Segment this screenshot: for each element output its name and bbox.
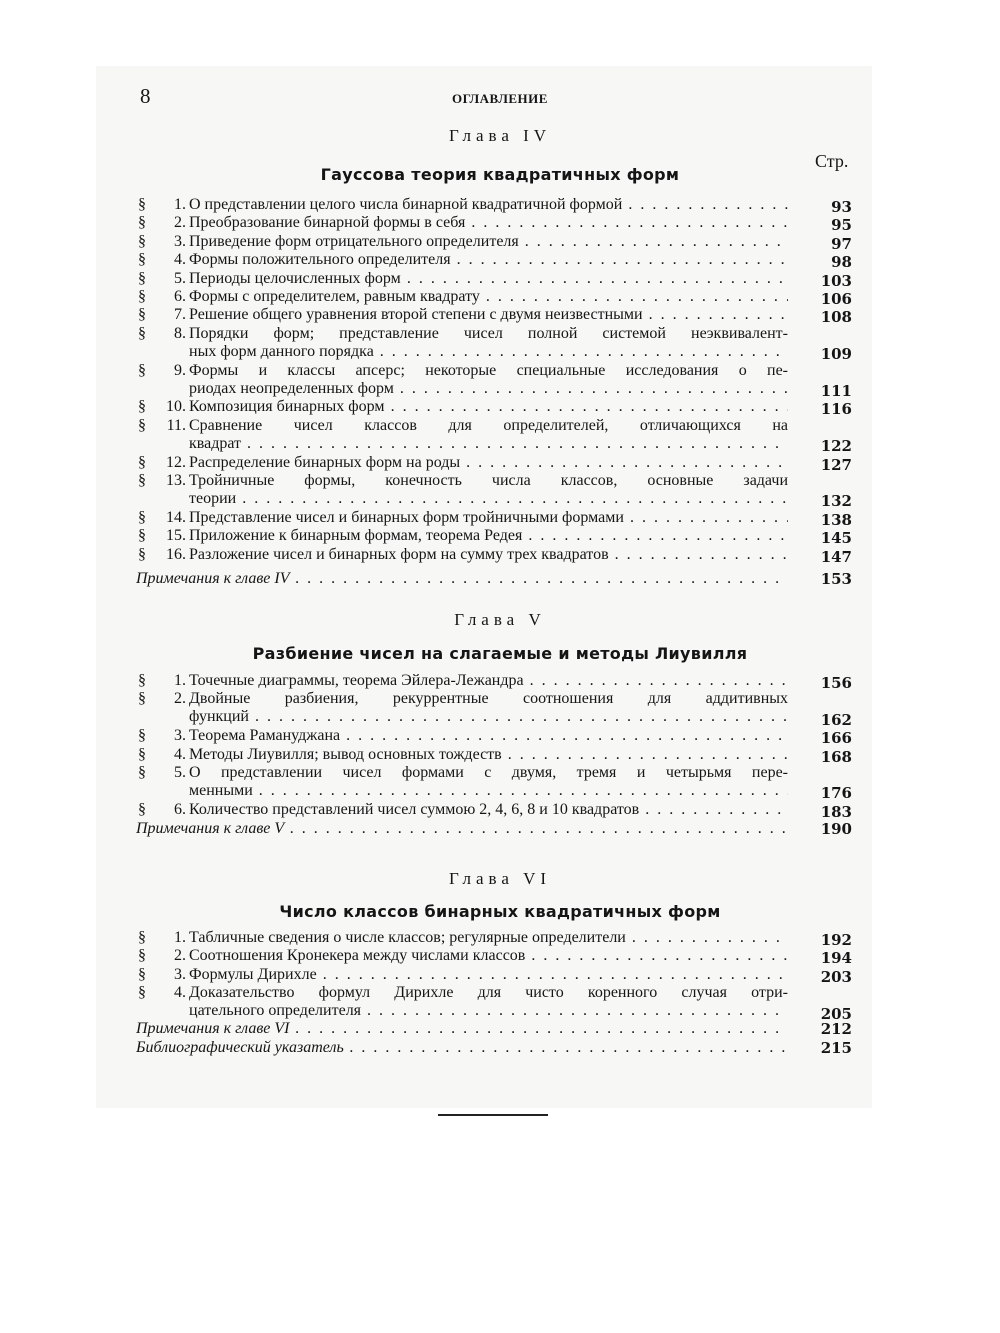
entry-title-line: Разложение чисел и бинарных форм на сумму трех квадратов . . . xyxy=(189,546,788,564)
entry-number: 2. xyxy=(174,214,186,232)
entry-title-line: О представлении чисел формами с двумя, тремя и четырьмя пере- xyxy=(189,764,788,781)
toc-entry[interactable] xyxy=(136,270,852,288)
entry-number: 2. xyxy=(174,690,186,708)
entry-page: 138 xyxy=(820,510,852,529)
entry-title-line: риодах неопределенных форм . . . xyxy=(189,380,788,398)
entry-page: 127 xyxy=(820,455,852,474)
entry-number: 15. xyxy=(166,527,186,545)
entry-title-line: Приведение форм отрицательного определителя . . . xyxy=(189,233,788,251)
entry-title-line: Порядки форм; представление чисел полной системой неэквивалент- xyxy=(189,324,788,342)
entry-title-line: Табличные сведения о числе классов; регулярные определители . . . xyxy=(189,929,788,947)
entry-title-line: менными . . . xyxy=(189,782,788,800)
entry-number: 16. xyxy=(166,545,186,563)
entry-page: 132 xyxy=(820,492,852,511)
running-title: ОГЛАВЛЕНИЕ xyxy=(452,91,548,106)
entry-title-line: Соотношения Кронекера между числами классов . . . xyxy=(189,947,788,965)
entry-page: 145 xyxy=(820,529,852,548)
entry-page: 168 xyxy=(820,747,852,766)
entry-page: 203 xyxy=(820,967,852,986)
entry-page: 192 xyxy=(820,931,852,949)
toc-entry[interactable] xyxy=(136,672,852,690)
chapter-title: Число классов бинарных квадратичных форм xyxy=(279,902,721,921)
section-sign: § xyxy=(138,324,146,342)
notes-title: Примечания к главе VI . . . xyxy=(136,1020,788,1038)
entry-page: 111 xyxy=(820,381,852,400)
notes-page: 212 xyxy=(820,1020,852,1038)
section-sign: § xyxy=(138,929,146,946)
section-sign: § xyxy=(138,251,146,269)
toc-entry[interactable] xyxy=(136,947,852,968)
entry-title-line: теории . . . xyxy=(189,490,788,508)
toc-entry[interactable] xyxy=(136,509,852,527)
entry-number: 14. xyxy=(166,508,186,526)
entry-page: 95 xyxy=(831,216,852,235)
bibliography-title: Библиографический указатель . . . xyxy=(136,1039,788,1057)
section-sign: § xyxy=(138,947,146,965)
chapter-title: Разбиение чисел на слагаемые и методы Лиувилля xyxy=(252,644,748,663)
entry-title-line: Преобразование бинарной формы в себя . . . xyxy=(189,214,788,232)
section-sign: § xyxy=(138,745,146,763)
entry-number: 1. xyxy=(174,196,186,213)
entry-number: 12. xyxy=(166,453,186,471)
chapter-title: Гауссова теория квадратичных форм xyxy=(320,165,680,184)
section-sign: § xyxy=(138,727,146,745)
bibliography-page: 215 xyxy=(820,1039,852,1057)
entry-page: 93 xyxy=(831,198,852,216)
entry-page: 205 xyxy=(820,1004,852,1023)
entry-number: 6. xyxy=(174,800,186,818)
entry-title-line: Формы и классы апсерс; некоторые специальные исследования о пе- xyxy=(189,361,788,379)
toc-entry[interactable] xyxy=(136,764,852,801)
toc-entry[interactable] xyxy=(136,546,852,564)
entry-number: 8. xyxy=(174,324,186,342)
entry-title-line: Композиция бинарных форм . . . xyxy=(189,398,788,416)
toc-entry[interactable] xyxy=(136,966,852,984)
toc-entry[interactable] xyxy=(136,196,852,214)
entry-number: 11. xyxy=(166,416,186,434)
notes-title: Примечания к главе IV . . . xyxy=(136,570,788,588)
entry-number: 7. xyxy=(174,306,186,324)
toc-entry[interactable] xyxy=(136,690,852,727)
section-sign: § xyxy=(138,690,146,708)
entry-page: 98 xyxy=(831,253,852,272)
section-sign: § xyxy=(138,545,146,563)
section-sign: § xyxy=(138,965,146,983)
section-sign: § xyxy=(138,984,146,1002)
section-sign: § xyxy=(138,527,146,545)
entry-title-line: ных форм данного порядка . . . xyxy=(189,343,788,361)
section-sign: § xyxy=(138,800,146,818)
entry-number: 5. xyxy=(174,764,186,781)
section-sign: § xyxy=(138,508,146,526)
section-sign: § xyxy=(138,306,146,324)
toc-entry[interactable] xyxy=(136,454,852,472)
notes-page: 153 xyxy=(820,570,852,588)
entry-title-line: Методы Лиувилля; вывод основных тождеств . . . xyxy=(189,746,788,764)
entry-page: 194 xyxy=(820,949,852,968)
toc-entry[interactable] xyxy=(136,288,852,306)
entry-number: 6. xyxy=(174,288,186,305)
entry-title-line: цательного определителя . . . xyxy=(189,1002,788,1020)
section-sign: § xyxy=(138,672,146,689)
chapter-label: Глава VI xyxy=(448,869,552,888)
entry-number: 5. xyxy=(174,269,186,287)
notes-title: Примечания к главе V . . . xyxy=(136,820,788,838)
entry-page: 183 xyxy=(820,802,852,821)
entry-number: 3. xyxy=(174,965,186,983)
section-sign: § xyxy=(138,288,146,305)
toc-entry[interactable] xyxy=(136,214,852,235)
entry-page: 108 xyxy=(820,308,852,327)
section-sign: § xyxy=(138,398,146,416)
entry-title-line: квадрат . . . xyxy=(189,435,788,453)
entry-title-line: Формы положительного определителя . . . xyxy=(189,251,788,269)
entry-number: 10. xyxy=(166,398,186,416)
entry-number: 3. xyxy=(174,232,186,250)
toc-entry[interactable] xyxy=(136,929,852,947)
toc-entry[interactable] xyxy=(136,362,852,399)
toc-entry[interactable] xyxy=(136,984,852,1021)
entry-page: 147 xyxy=(820,547,852,566)
toc-entry[interactable] xyxy=(136,727,852,748)
entry-page: 156 xyxy=(820,674,852,692)
section-sign: § xyxy=(138,232,146,250)
notes-page: 190 xyxy=(820,820,852,838)
entry-page: 106 xyxy=(820,290,852,308)
chapter-label: Глава IV xyxy=(448,126,552,145)
toc-entry[interactable] xyxy=(136,398,852,419)
entry-title-line: функций . . . xyxy=(189,708,788,726)
section-sign: § xyxy=(138,453,146,471)
entry-number: 9. xyxy=(174,361,186,379)
page-column-label: Стр. xyxy=(815,151,849,171)
toc-entry[interactable] xyxy=(136,306,852,327)
entry-page: 176 xyxy=(820,784,852,803)
entry-title-line: Распределение бинарных форм на роды . . . xyxy=(189,454,788,472)
toc-entry[interactable] xyxy=(136,801,852,819)
page-number: 8 xyxy=(140,84,151,108)
entry-page: 97 xyxy=(831,234,852,253)
entry-title-line: Теорема Рамануджана . . . xyxy=(189,727,788,745)
entry-title-line: Количество представлений чисел суммою 2, 4, 6, 8 и 10 квадратов . . . xyxy=(189,801,788,819)
section-sign: § xyxy=(138,764,146,781)
section-sign: § xyxy=(138,214,146,232)
closing-rule xyxy=(438,1114,548,1116)
toc-entry[interactable] xyxy=(136,251,852,272)
toc-entry[interactable] xyxy=(136,527,852,548)
entry-number: 1. xyxy=(174,929,186,946)
entry-number: 4. xyxy=(174,745,186,763)
entry-number: 2. xyxy=(174,947,186,965)
entry-number: 3. xyxy=(174,727,186,745)
entry-title-line: Сравнение чисел классов для определителей, отличающихся на xyxy=(189,416,788,434)
toc-entry[interactable] xyxy=(136,417,852,454)
toc-entry[interactable] xyxy=(136,746,852,764)
entry-title-line: Формулы Дирихле . . . xyxy=(189,966,788,984)
entry-number: 4. xyxy=(174,984,186,1002)
entry-title-line: Двойные разбиения, рекуррентные соотношения для аддитивных xyxy=(189,690,788,708)
entry-title-line: Доказательство формул Дирихле для чисто коренного случая отри- xyxy=(189,984,788,1002)
section-sign: § xyxy=(138,269,146,287)
entry-title-line: Тройничные формы, конечность числа классов, основные задачи xyxy=(189,472,788,489)
entry-page: 116 xyxy=(820,400,852,419)
entry-page: 109 xyxy=(820,345,852,364)
entry-title-line: Решение общего уравнения второй степени с двумя неизвестными . . . xyxy=(189,306,788,324)
entry-page: 122 xyxy=(820,437,852,456)
entry-page: 103 xyxy=(820,271,852,290)
section-sign: § xyxy=(138,196,146,213)
entry-page: 162 xyxy=(820,710,852,729)
section-sign: § xyxy=(138,416,146,434)
chapter-label: Глава V xyxy=(454,610,546,629)
section-sign: § xyxy=(138,361,146,379)
entry-title-line: Представление чисел и бинарных форм тройничными формами . . . xyxy=(189,509,788,527)
entry-number: 13. xyxy=(166,472,186,489)
toc-entry[interactable] xyxy=(136,233,852,251)
toc-entry[interactable] xyxy=(136,472,852,509)
entry-title-line: О представлении целого числа бинарной квадратичной формой . . . xyxy=(189,196,788,214)
entry-page: 166 xyxy=(820,729,852,748)
toc-entry[interactable] xyxy=(136,325,852,362)
entry-title-line: Периоды целочисленных форм . . . xyxy=(189,270,788,288)
entry-title-line: Приложение к бинарным формам, теорема Редея . . . xyxy=(189,527,788,545)
entry-title-line: Точечные диаграммы, теорема Эйлера-Лежандра . . . xyxy=(189,672,788,690)
entry-title-line: Формы с определителем, равным квадрату . . . xyxy=(189,288,788,306)
section-sign: § xyxy=(138,472,146,489)
entry-number: 1. xyxy=(174,672,186,689)
entry-number: 4. xyxy=(174,251,186,269)
